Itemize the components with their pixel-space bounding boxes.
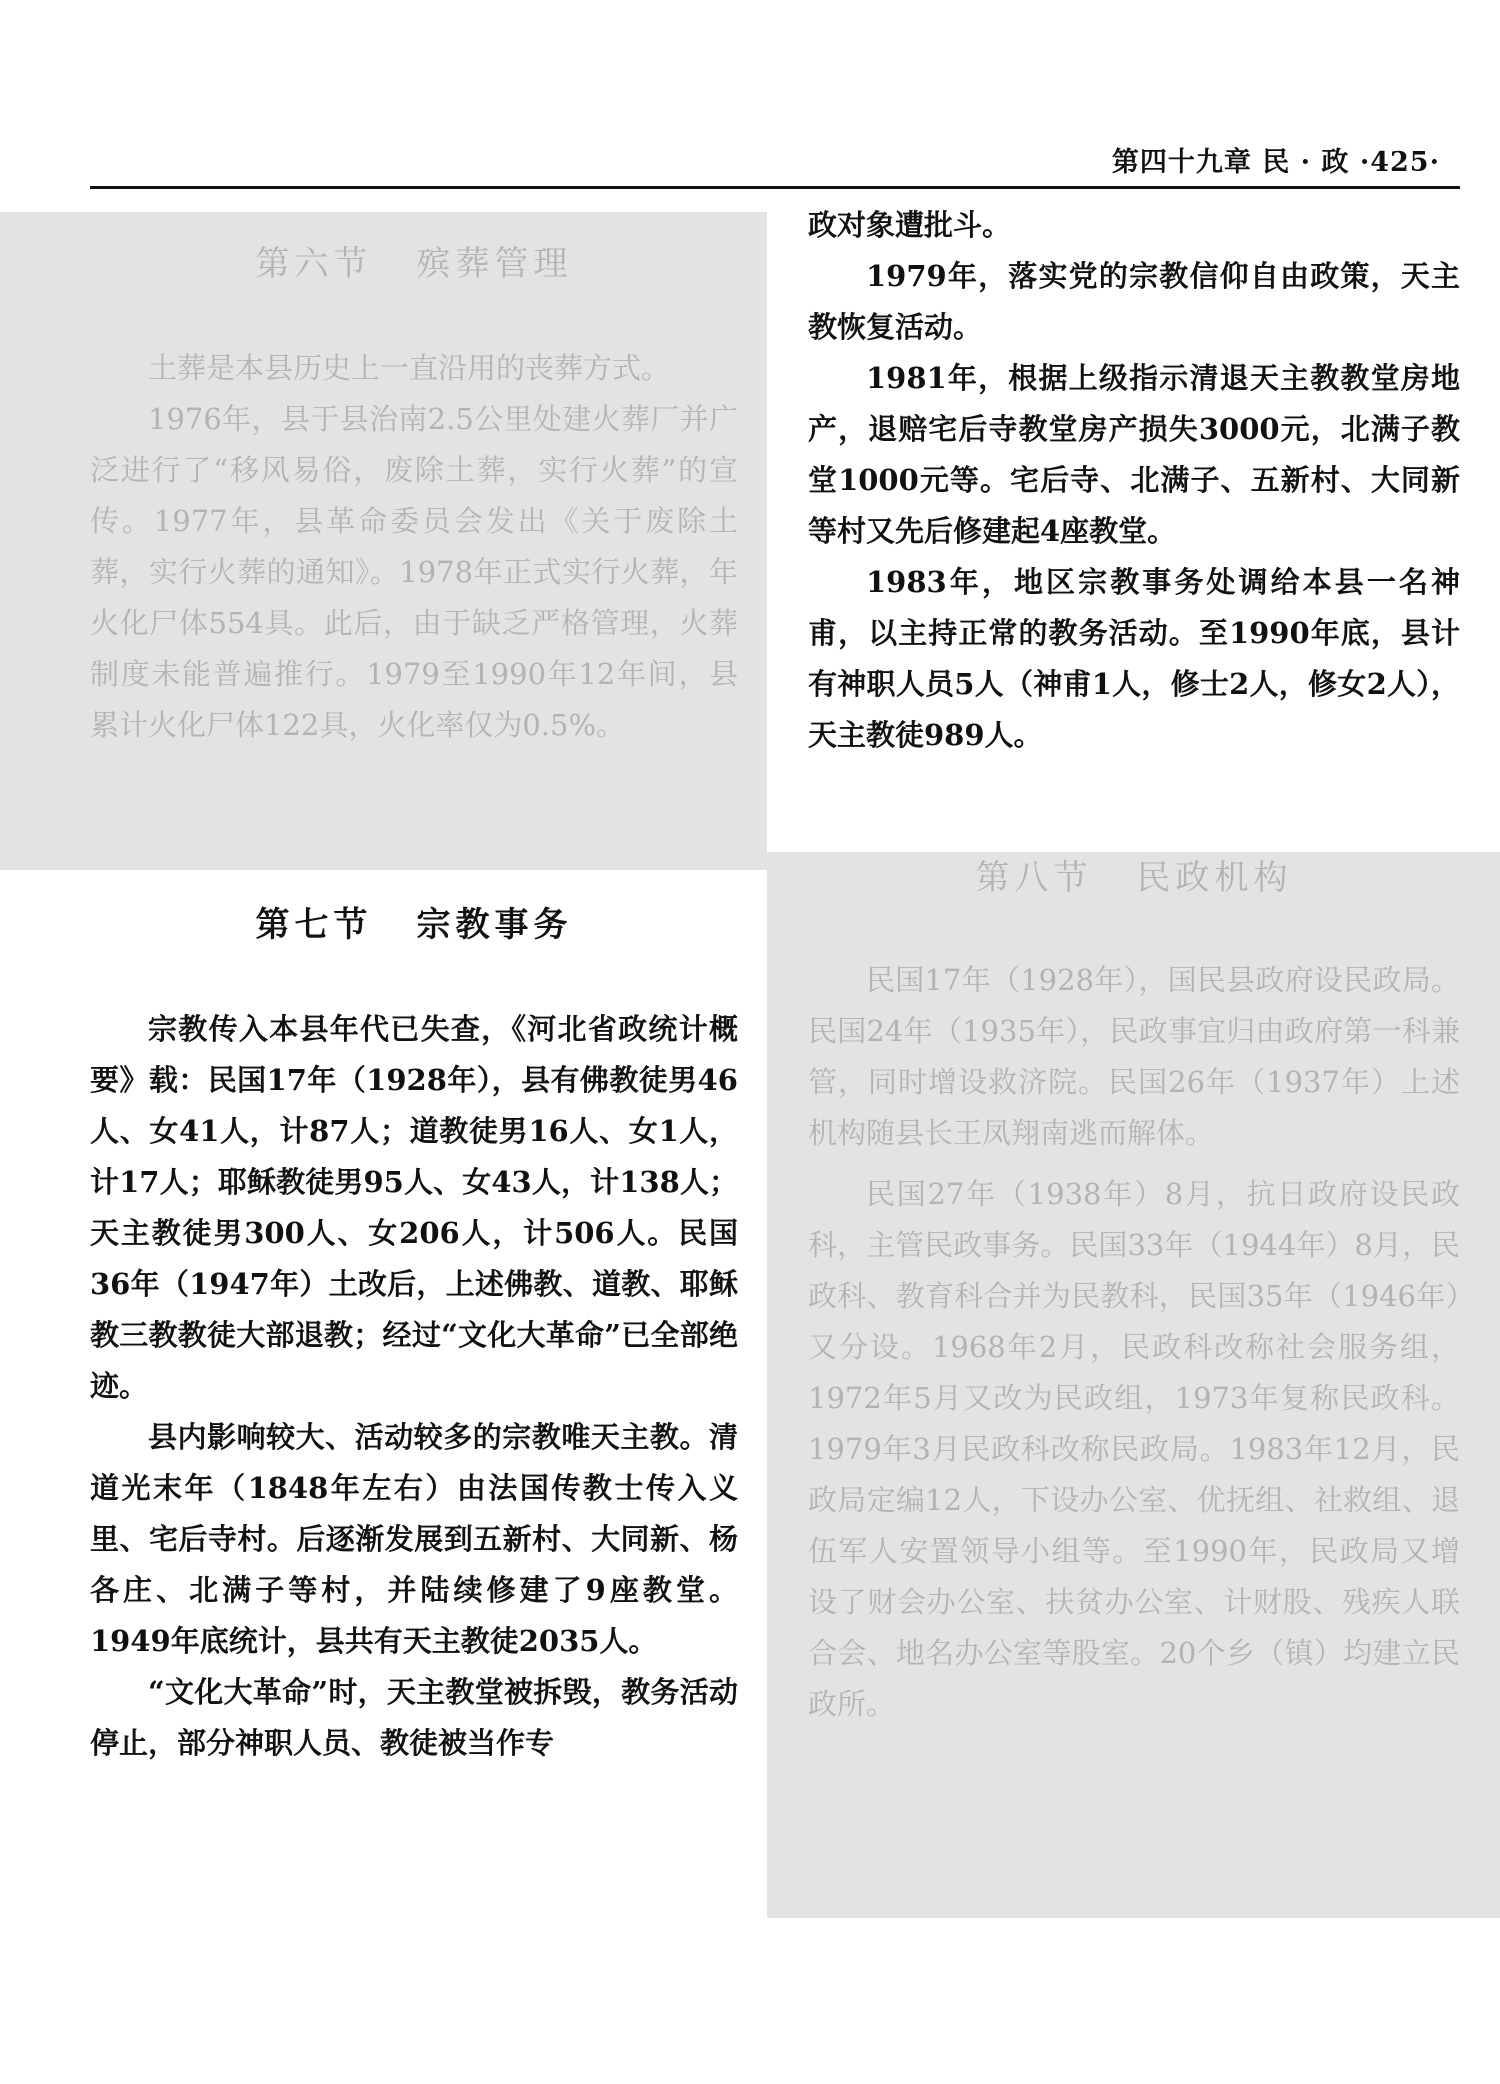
section-7-continued <box>808 200 1460 761</box>
section-8-heading <box>808 858 1460 899</box>
section-7-number: 第七节 <box>255 905 373 945</box>
section-7-paragraph: 1981年，根据上级指示清退天主教教堂房地产，退赔宅后寺教堂房产损失3000元，北满子教堂1000元等。宅后寺、北满子、五新村、大同新等村又先后修建起4座教堂。 <box>808 361 1460 548</box>
section-8-paragraph: 民国17年（1928年），国民县政府设民政局。民国24年（1935年），民政事宜归由政府第一科兼管，同时增设救济院。民国26年（1937年）上述机构随县长王凤翔南逃而解体。 <box>808 962 1460 1150</box>
running-title: 第四十九章 民 · 政 ·425· <box>1111 147 1440 178</box>
section-7 <box>90 905 738 1769</box>
section-7-continuation: 政对象遭批斗。 <box>808 208 1012 242</box>
section-8-title: 民政机构 <box>1136 858 1293 898</box>
section-6-title: 殡葬管理 <box>416 244 573 284</box>
section-8-number: 第八节 <box>975 858 1093 898</box>
running-head <box>90 128 1460 189</box>
section-6-paragraph: 土葬是本县历史上一直沿用的丧葬方式。 <box>148 350 671 385</box>
section-7-paragraph: “文化大革命”时，天主教堂被拆毁，教务活动停止，部分神职人员、教徒被当作专 <box>90 1674 738 1760</box>
section-7-paragraph: 县内影响较大、活动较多的宗教唯天主教。清道光末年（1848年左右）由法国传教士传入义里、宅后寺村。后逐渐发展到五新村、大同新、杨各庄、北满子等村，并陆续修建了9座教堂。1949年底统计，县共有天主教徒2035人。 <box>90 1419 738 1658</box>
section-8-paragraph: 民国27年（1938年）8月，抗日政府设民政科，主管民政事务。民国33年（1944年）8月，民政科、教育科合并为民教科，民国35年（1946年）又分设。1968年2月，民政科改称社会服务组，1972年5月又改为民政组，1973年复称民政科。1979年3月民政科改称民政局。1983年12月，民政局定编12人，下设办公室、优抚组、社救组、退伍军人安置领导小组等。至1990年，民政局又增设了财会办公室、扶贫办公室、计财股、残疾人联合会、地名办公室等股室。20个乡（镇）均建立民政所。 <box>808 1176 1460 1721</box>
section-7-heading <box>90 905 738 946</box>
section-8 <box>808 858 1460 1730</box>
section-7-paragraph: 宗教传入本县年代已失查，《河北省政统计概要》载：民国17年（1928年），县有佛教徒男46人、女41人，计87人；道教徒男16人、女1人，计17人；耶稣教徒男95人、女43人，计138人；天主教徒男300人、女206人，计506人。民国36年（1947年）土改后，上述佛教、道教、耶稣教三教教徒大部退教；经过“文化大革命”已全部绝迹。 <box>90 1011 738 1403</box>
section-6-paragraph: 1976年，县于县治南2.5公里处建火葬厂并广泛进行了“移风易俗，废除土葬，实行火葬”的宣传。1977年，县革命委员会发出《关于废除土葬，实行火葬的通知》。1978年正式实行火葬，年火化尸体554具。此后，由于缺乏严格管理，火葬制度未能普遍推行。1979至1990年12年间，县累计火化尸体122具，火化率仅为0.5%。 <box>90 401 738 742</box>
section-7-paragraph: 1983年，地区宗教事务处调给本县一名神甫，以主持正常的教务活动。至1990年底，县计有神职人员5人（神甫1人，修士2人，修女2人），天主教徒989人。 <box>808 565 1460 752</box>
section-7-paragraph: 1979年，落实党的宗教信仰自由政策，天主教恢复活动。 <box>808 259 1460 344</box>
section-6-heading <box>90 244 738 285</box>
section-6 <box>90 244 738 751</box>
section-6-number: 第六节 <box>255 244 373 284</box>
section-7-title: 宗教事务 <box>416 905 573 945</box>
